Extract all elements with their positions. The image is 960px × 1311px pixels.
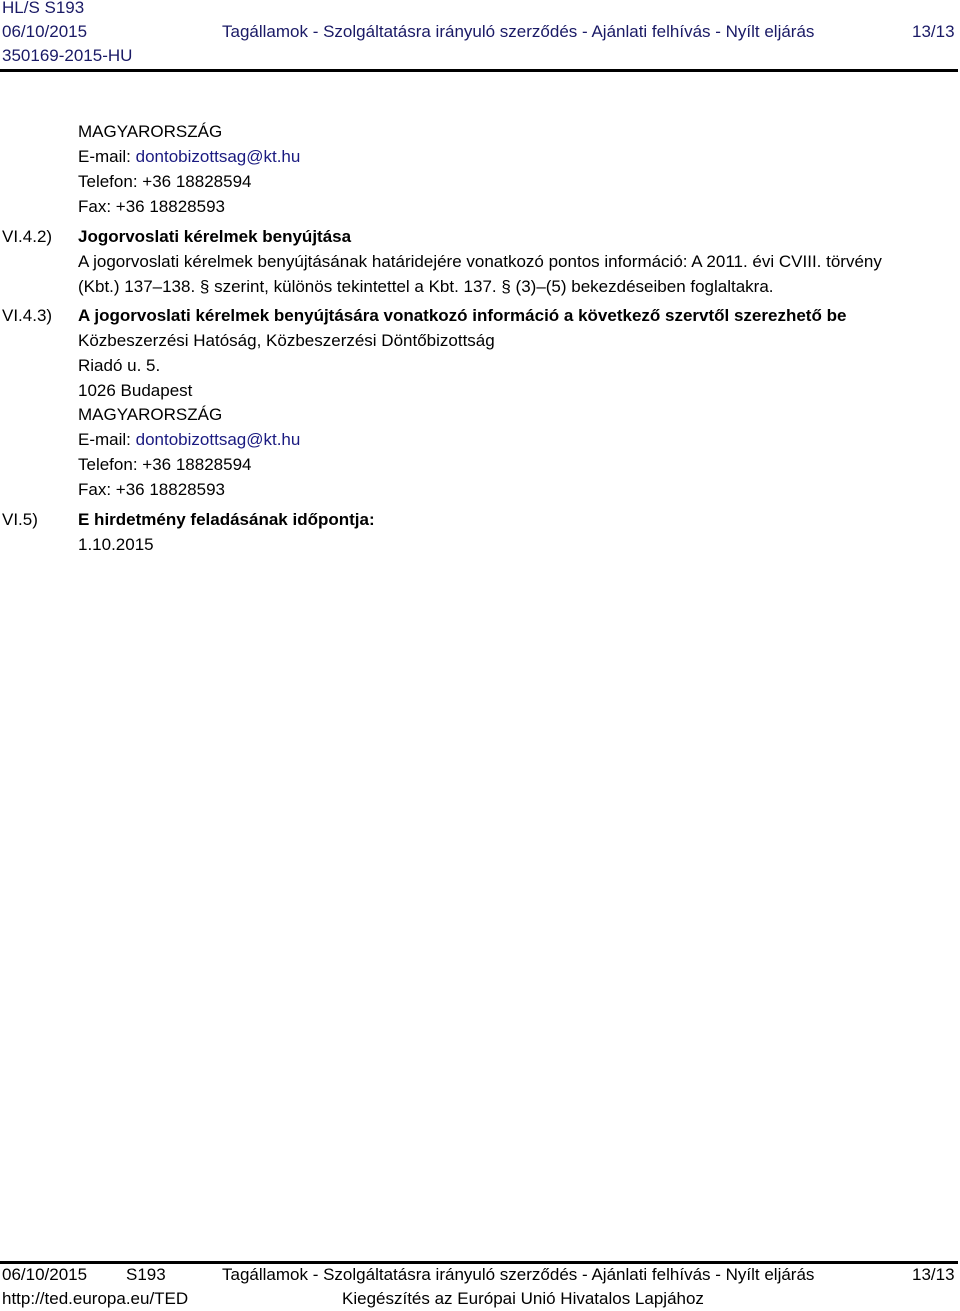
city: 1026 Budapest	[78, 381, 193, 400]
section-heading: A jogorvoslati kérelmek benyújtására vonatkozó információ a következő szervtől szerezhető be	[78, 306, 847, 325]
email-line	[78, 430, 300, 450]
header-rule	[0, 69, 958, 72]
header-journal: HL/S S193	[2, 0, 85, 17]
footer-supplement: Kiegészítés az Európai Unió Hivatalos Lapjához	[342, 1289, 704, 1308]
fax-value: +36 18828593	[115, 480, 225, 499]
section-text-line-1: A jogorvoslati kérelmek benyújtásának határidejére vonatkozó pontos információ: A 2011. évi CVIII. törvény	[78, 252, 882, 271]
fax-value: +36 18828593	[115, 197, 225, 216]
phone-value: +36 18828594	[142, 455, 252, 474]
country: MAGYARORSZÁG	[78, 122, 223, 141]
email-line	[78, 147, 300, 167]
footer-rule	[0, 1261, 958, 1264]
footer-date: 06/10/2015	[2, 1265, 88, 1284]
section-number: VI.5)	[2, 510, 38, 529]
fax-line	[78, 480, 225, 500]
phone-label: Telefon:	[78, 172, 138, 191]
section-heading: Jogorvoslati kérelmek benyújtása	[78, 227, 352, 246]
phone-line	[78, 172, 251, 192]
header-page: 13/13	[912, 22, 955, 41]
section-number: VI.4.2)	[2, 227, 53, 246]
dispatch-date: 1.10.2015	[78, 535, 154, 554]
phone-label: Telefon:	[78, 455, 138, 474]
fax-label: Fax:	[78, 480, 112, 499]
section-heading: E hirdetmény feladásának időpontja:	[78, 510, 375, 529]
email-link[interactable]: dontobizottsag@kt.hu	[135, 430, 301, 449]
footer-title: Tagállamok - Szolgáltatásra irányuló szerződés - Ajánlati felhívás - Nyílt eljárás	[222, 1265, 815, 1284]
email-link[interactable]: dontobizottsag@kt.hu	[135, 147, 301, 166]
footer-url[interactable]: http://ted.europa.eu/TED	[2, 1289, 189, 1308]
country: MAGYARORSZÁG	[78, 405, 223, 424]
header-title: Tagállamok - Szolgáltatásra irányuló szerződés - Ajánlati felhívás - Nyílt eljárás	[222, 22, 815, 41]
phone-line	[78, 455, 251, 475]
fax-line	[78, 197, 225, 217]
street-address: Riadó u. 5.	[78, 356, 161, 375]
phone-value: +36 18828594	[142, 172, 252, 191]
header-date: 06/10/2015	[2, 22, 88, 41]
email-label: E-mail:	[78, 147, 131, 166]
footer-page: 13/13	[912, 1265, 955, 1284]
email-label: E-mail:	[78, 430, 131, 449]
footer-journal: S193	[126, 1265, 166, 1284]
organization-name: Közbeszerzési Hatóság, Közbeszerzési Döntőbizottság	[78, 331, 495, 350]
header-doc-id: 350169-2015-HU	[2, 46, 133, 65]
section-text-line-2: (Kbt.) 137–138. § szerint, különös tekintettel a Kbt. 137. § (3)–(5) bekezdéseiben foglaltakra.	[78, 277, 774, 296]
section-number: VI.4.3)	[2, 306, 53, 325]
fax-label: Fax:	[78, 197, 112, 216]
